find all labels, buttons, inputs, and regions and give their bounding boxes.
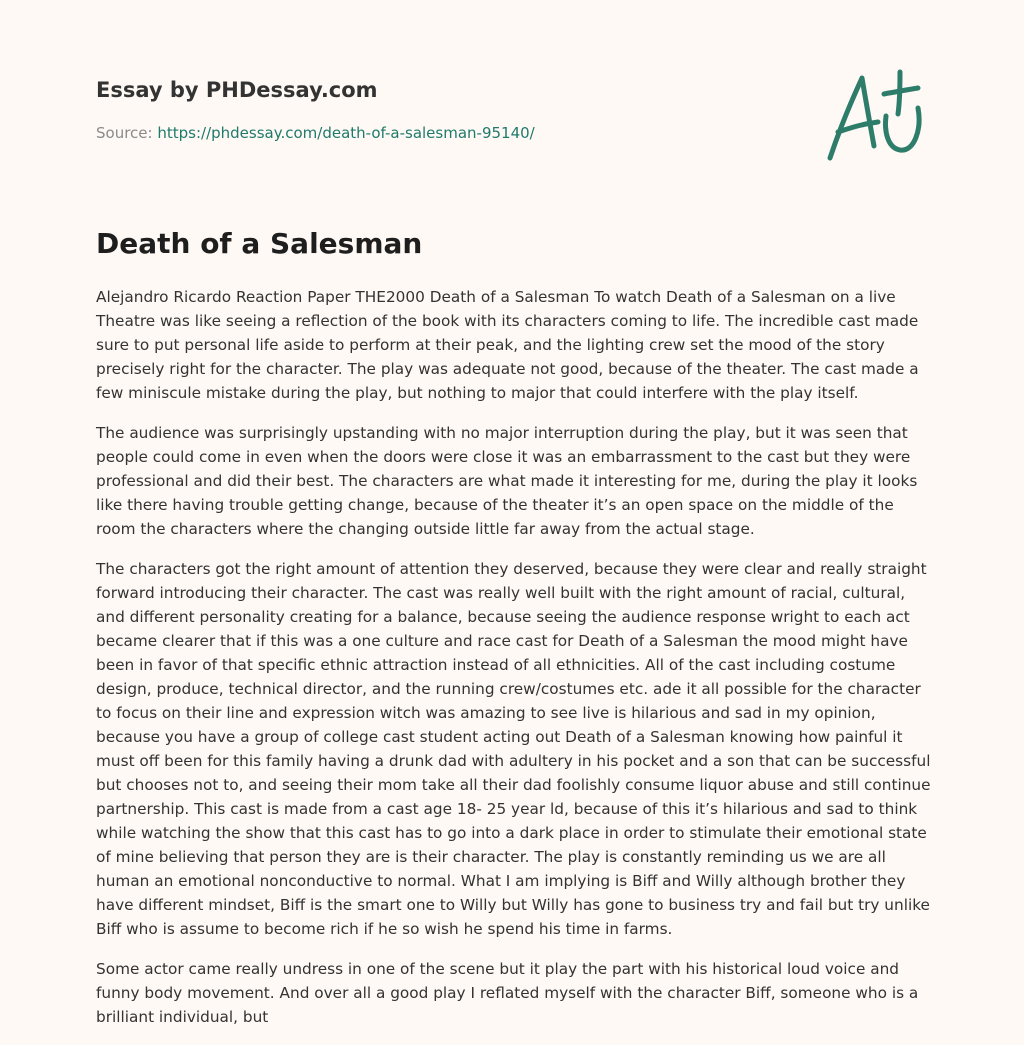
article-title: Death of a Salesman xyxy=(96,227,423,260)
essay-paragraph: Alejandro Ricardo Reaction Paper THE2000 Death of a Salesman To watch Death of a Salesman on a live Theatre was like seeing a reflection of the book with its characters coming to life. The incredible cast made sure to put personal life aside to perform at their peak, and the lighting crew set the mood of the story precisely right for the character. The play was adequate not good, because of the theater. The cast made a few miniscule mistake during the play, but nothing to major that could interfere with the play itself. xyxy=(96,288,919,402)
a-plus-logo-icon xyxy=(822,66,926,166)
essay-paragraph: Some actor came really undress in one of the scene but it play the part with his historical loud voice and funny body movement. And over all a good play I reflated myself with the character Biff, someone who is a brilliant individual, but xyxy=(96,960,919,1026)
source-label: Source: xyxy=(96,124,153,142)
source-link[interactable]: https://phdessay.com/death-of-a-salesman-95140/ xyxy=(157,124,535,142)
essay-paragraph: The audience was surprisingly upstanding with no major interruption during the play, but it was seen that people could come in even when the doors were close it was an embarrassment to the cast but they were professional and did their best. The characters are what made it interesting for me, during the play it looks like there having trouble getting change, because of the theater it’s an open space on the middle of the room the characters where the changing outside little far away from the actual stage. xyxy=(96,424,918,538)
source-line xyxy=(96,123,535,143)
essay-body xyxy=(96,285,932,1045)
essay-paragraph: The characters got the right amount of attention they deserved, because they were clear and really straight forward introducing their character. The cast was really well built with the right amount of racial, cultural, and different personality creating for a balance, because seeing the audience response wright to each act became clearer that if this was a one culture and race cast for Death of a Salesman the mood might have been in favor of that specific ethnic attraction instead of all ethnicities. All of the cast including costume design, produce, technical director, and the running crew/costumes etc. ade it all possible for the character to focus on their line and expression witch was amazing to see live is hilarious and sad in my opinion, because you have a group of college cast student acting out Death of a Salesman knowing how painful it must off been for this family having a drunk dad with adultery in his pocket and a son that can be successful but chooses not to, and seeing their mom take all their dad foolishly consume liquor abuse and still continue partnership. This cast is made from a cast age 18- 25 year ld, because of this it’s hilarious and sad to think while watching the show that this cast has to go into a dark place in order to stimulate their emotional state of mine believing that person they are is their character. The play is constantly reminding us we are all human an emotional nonconductive to normal. What I am implying is Biff and Willy although brother they have different mindset, Biff is the smart one to Willy but Willy has gone to business try and fail but try unlike Biff who is assume to become rich if he so wish he spend his time in farms. xyxy=(96,560,931,938)
site-brand: Essay by PHDessay.com xyxy=(96,78,378,102)
